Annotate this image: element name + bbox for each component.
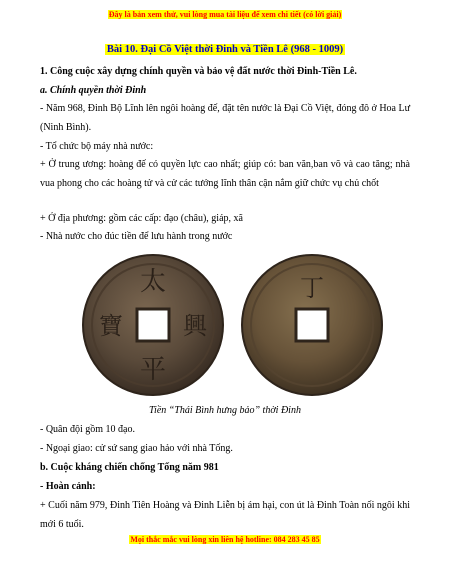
- paragraph-coinage: - Nhà nước cho đúc tiền để lưu hành trong nước: [40, 231, 233, 242]
- paragraph-army: - Quân đội gồm 10 đạo.: [40, 424, 135, 435]
- hotline-text: Mọi thắc mắc vui lòng xin liên hệ hotline: 084 283 45 85: [130, 535, 320, 544]
- paragraph-diplomacy: - Ngoại giao: cử sứ sang giao hảo với nhà Tống.: [40, 443, 233, 454]
- figure-caption: Tiền “Thái Bình hưng bảo” thời Đinh: [149, 405, 301, 416]
- coin-back: [242, 255, 382, 395]
- subheading-b: b. Cuộc kháng chiến chống Tống năm 981: [40, 462, 219, 473]
- subheading-context: - Hoàn cảnh:: [40, 481, 96, 492]
- coin-front-char-bottom: 平: [139, 355, 167, 385]
- coin-front-char-left: 寶: [99, 312, 123, 340]
- hotline-footer: [0, 535, 450, 544]
- preview-banner: [0, 10, 450, 19]
- paragraph-local: + Ở địa phương: gồm các cấp: đạo (châu), giáp, xã: [40, 213, 243, 224]
- paragraph-central: + Ở trung ương: hoàng đế có quyền lực cao nhất; giúp có: ban văn,ban võ và cao tăng; nhà vua phong cho các hoàng tử và cử các tướng lĩnh thân cận nắm giữ chức vụ chủ chốt: [40, 159, 410, 189]
- coin-illustration: [0, 252, 450, 402]
- paragraph-state-apparatus: - Tổ chức bộ máy nhà nước:: [40, 141, 154, 152]
- lesson-title: [0, 44, 450, 55]
- subheading-a: a. Chính quyền thời Đinh: [40, 85, 147, 96]
- lesson-title-text: Bài 10. Đại Cồ Việt thời Đinh và Tiền Lê (968 - 1009): [106, 44, 344, 55]
- paragraph-founding: - Năm 968, Đinh Bộ Lĩnh lên ngôi hoàng đế, đặt tên nước là Đại Cồ Việt, đóng đô ở Hoa Lư (Ninh Bình).: [40, 103, 411, 133]
- coin-figure: [0, 252, 450, 402]
- section-heading: 1. Công cuộc xây dựng chính quyền và bảo vệ đất nước thời Đinh-Tiền Lê.: [40, 66, 357, 77]
- coin-front-char-right: 興: [183, 312, 207, 340]
- paragraph-succession: + Cuối năm 979, Đinh Tiên Hoàng và Đinh Liễn bị ám hại, con út là Đinh Toàn nối ngôi khi mới 6 tuổi.: [40, 500, 410, 530]
- coin-front: [83, 255, 223, 395]
- coin-back-char: 丁: [300, 274, 324, 302]
- preview-banner-text: Đây là bản xem thử, vui lòng mua tài liệu để xem chi tiết (có lời giải): [108, 10, 342, 19]
- coin-front-char-top: 太: [139, 267, 167, 297]
